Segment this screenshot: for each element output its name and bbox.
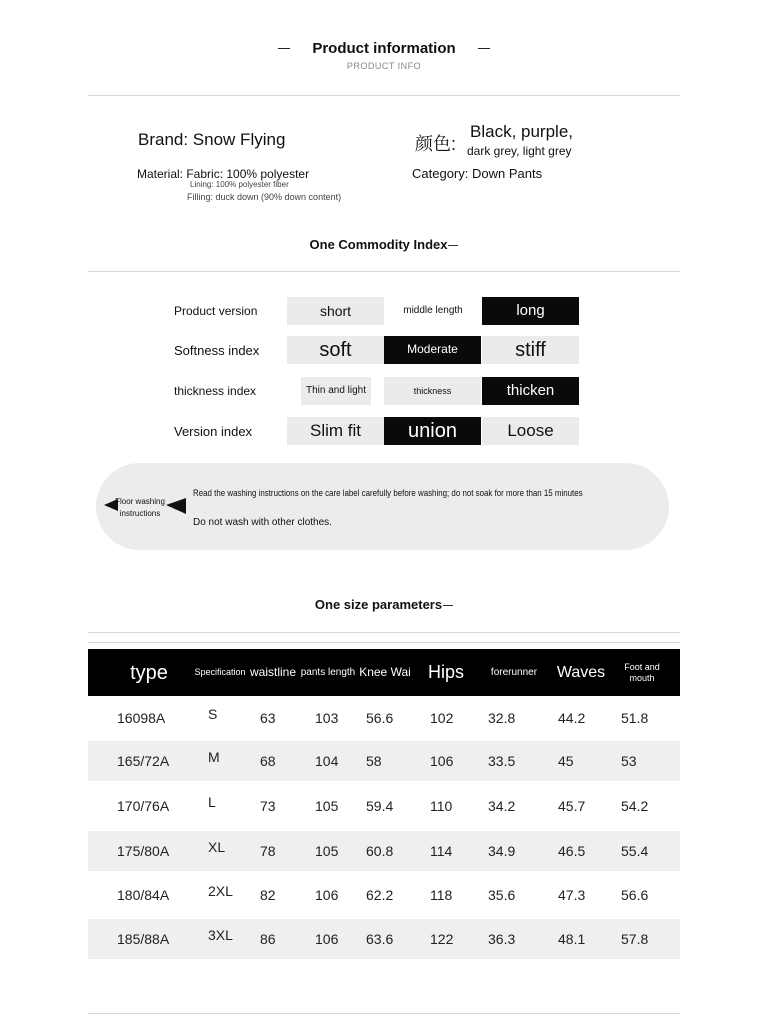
size-table-column-header: Knee Wai: [359, 665, 411, 680]
table-cell: 185/88A: [117, 931, 170, 947]
divider: [88, 632, 680, 633]
table-row: [88, 741, 680, 781]
table-cell: 53: [621, 753, 637, 769]
table-cell: S: [208, 706, 218, 722]
table-cell: 60.8: [366, 843, 394, 859]
table-cell: 44.2: [558, 710, 586, 726]
index-cell: Slim fit: [287, 417, 384, 445]
material-text: Material: Fabric: 100% polyester: [137, 167, 310, 181]
table-row: [88, 786, 680, 826]
table-cell: 51.8: [621, 710, 649, 726]
color-label: 颜色:: [415, 134, 457, 154]
table-cell: 78: [260, 843, 276, 859]
table-cell: 48.1: [558, 931, 586, 947]
table-cell: 170/76A: [117, 798, 170, 814]
table-cell: 46.5: [558, 843, 586, 859]
title-tail-dash: [448, 245, 458, 246]
table-cell: 32.8: [488, 710, 516, 726]
index-cell: soft: [287, 336, 384, 364]
table-cell: 45.7: [558, 798, 586, 814]
table-cell: 36.3: [488, 931, 516, 947]
index-cell: stiff: [482, 336, 579, 364]
size-table-column-header: Foot and mouth: [624, 661, 660, 683]
index-section-title-text: One Commodity Index: [309, 237, 448, 252]
divider: [88, 95, 680, 96]
table-cell: 63.6: [366, 931, 394, 947]
table-cell: 106: [315, 931, 339, 947]
table-cell: 103: [315, 710, 339, 726]
size-table-column-header: Specification: [194, 667, 246, 678]
table-cell: 102: [430, 710, 454, 726]
table-cell: 2XL: [208, 883, 233, 899]
title-dash-left: [278, 48, 290, 49]
table-cell: XL: [208, 839, 226, 855]
washing-instruction-1: [193, 488, 636, 498]
table-cell: 34.2: [488, 798, 516, 814]
table-cell: 56.6: [366, 710, 394, 726]
index-cell: union: [384, 417, 481, 445]
index-row-label: Softness index: [174, 343, 260, 358]
table-cell: 68: [260, 753, 276, 769]
index-row-label: Version index: [174, 424, 253, 439]
brand-text: Brand: Snow Flying: [138, 130, 286, 149]
table-cell: 86: [260, 931, 276, 947]
size-table-header: [88, 649, 680, 696]
size-table-column-header: waistline: [249, 665, 297, 680]
page-title: Product information: [312, 40, 456, 57]
title-tail-dash: [443, 605, 453, 606]
table-cell: 59.4: [366, 798, 394, 814]
color-value-line1: Black, purple,: [470, 122, 573, 141]
table-cell: 106: [315, 887, 339, 903]
index-row-label: thickness index: [174, 384, 257, 398]
table-cell: 54.2: [621, 798, 649, 814]
table-cell: 16098A: [117, 710, 166, 726]
table-cell: 63: [260, 710, 276, 726]
index-section-title: [0, 237, 768, 252]
index-cell: Thin and light: [301, 377, 371, 405]
table-cell: 175/80A: [117, 843, 170, 859]
title-dash-right: [478, 48, 490, 49]
size-section-title-text: One size parameters: [314, 597, 443, 612]
lining-text: Lining: 100% polyester fiber: [190, 180, 289, 189]
table-row: [88, 831, 680, 871]
divider: [88, 642, 680, 643]
table-row: [88, 875, 680, 915]
table-cell: 62.2: [366, 887, 394, 903]
index-cell: thicken: [482, 377, 579, 405]
index-cell: middle length: [403, 305, 463, 317]
page-subtitle: PRODUCT INFO: [346, 61, 422, 71]
table-cell: 110: [430, 798, 453, 814]
index-cell: thickness: [384, 377, 481, 405]
table-cell: 55.4: [621, 843, 649, 859]
section-header: [0, 40, 768, 71]
table-cell: 104: [315, 753, 339, 769]
filling-text: Filling: duck down (90% down content): [187, 192, 342, 202]
table-cell: 58: [366, 753, 382, 769]
table-cell: M: [208, 749, 220, 765]
table-cell: 114: [430, 843, 453, 859]
table-cell: 47.3: [558, 887, 586, 903]
table-cell: 105: [315, 843, 339, 859]
table-cell: 73: [260, 798, 276, 814]
table-cell: 33.5: [488, 753, 516, 769]
size-section-title: [0, 597, 768, 612]
table-cell: 82: [260, 887, 276, 903]
washing-instruction-2: Do not wash with other clothes.: [193, 517, 332, 528]
size-table-column-header: Waves: [556, 663, 606, 681]
table-cell: 165/72A: [117, 753, 170, 769]
table-cell: 122: [430, 931, 454, 947]
table-cell: 57.8: [621, 931, 649, 947]
table-cell: 105: [315, 798, 339, 814]
washing-label: Floor washing instructions: [115, 497, 165, 518]
table-cell: L: [208, 794, 216, 810]
category-text: Category: Down Pants: [412, 166, 543, 181]
color-value-line2: dark grey, light grey: [467, 144, 572, 158]
index-cell: long: [482, 297, 579, 325]
table-cell: 56.6: [621, 887, 649, 903]
size-table-column-header: pants length: [300, 666, 356, 678]
size-table-column-header: Hips: [427, 661, 464, 682]
table-row: [88, 698, 680, 738]
size-table-column-header: type: [130, 661, 168, 684]
size-table-column-header: forerunner: [490, 666, 538, 678]
table-cell: 35.6: [488, 887, 516, 903]
washing-instruction-1-text: Read the washing instructions on the care label carefully before washing; do not soak for more than 15 minutes: [193, 488, 583, 498]
table-cell: 180/84A: [117, 887, 170, 903]
table-cell: 106: [430, 753, 454, 769]
table-cell: 34.9: [488, 843, 516, 859]
table-cell: 3XL: [208, 927, 233, 943]
index-cell: short: [287, 297, 384, 325]
table-row: [88, 919, 680, 959]
table-cell: 118: [430, 887, 453, 903]
divider: [88, 1013, 680, 1014]
index-row-label: Product version: [174, 304, 258, 318]
index-cell: Loose: [482, 417, 579, 445]
table-cell: 45: [558, 753, 574, 769]
divider: [88, 271, 680, 272]
index-cell: Moderate: [384, 336, 481, 364]
